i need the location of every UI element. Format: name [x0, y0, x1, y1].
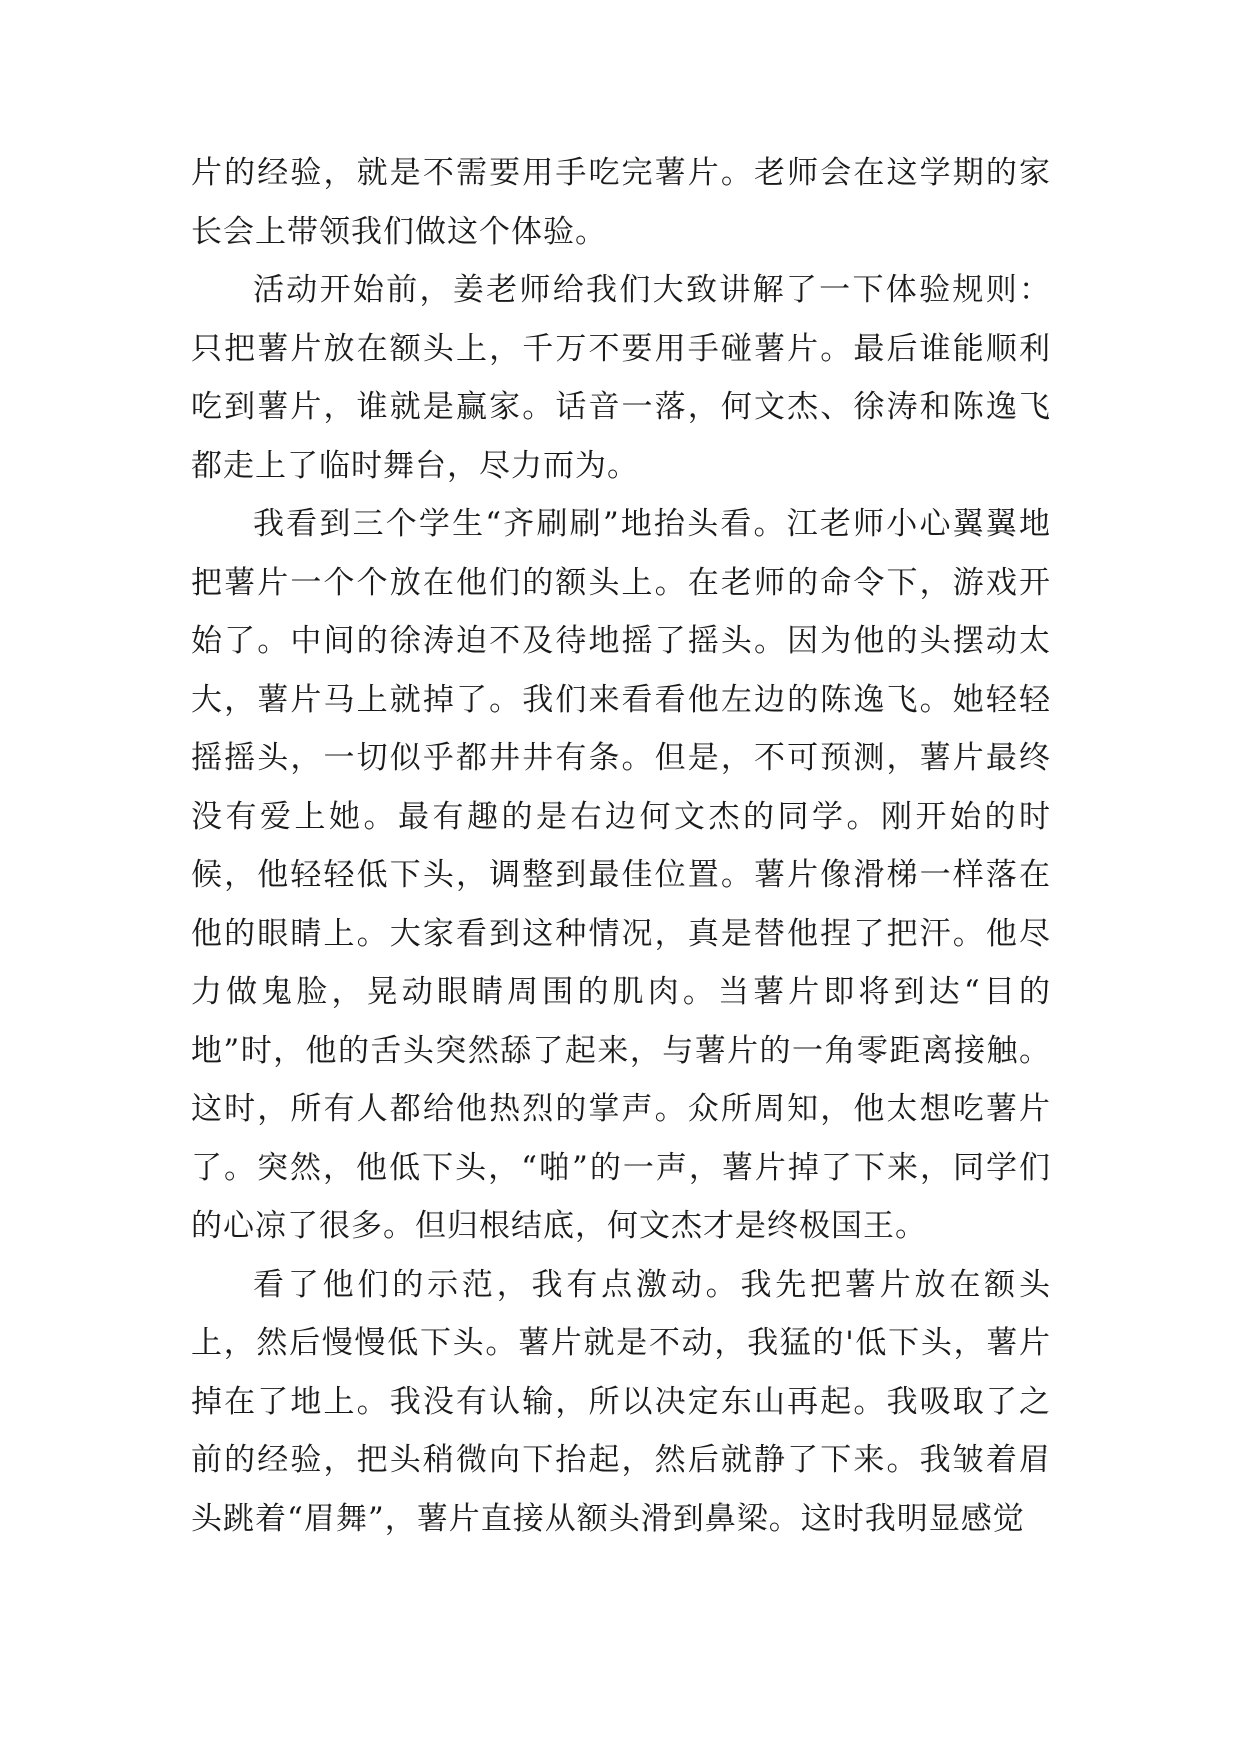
paragraph-3: 我看到三个学生“齐刷刷”地抬头看。江老师小心翼翼地把薯片一个个放在他们的额头上。在老师的命令下，游戏开始了。中间的徐涛迫不及待地摇了摇头。因为他的头摆动太大，薯片马上就掉了。我们来看看他左边的陈逸飞。她轻轻摇摇头，一切似乎都井井有条。但是，不可预测，薯片最终没有爱上她。最有趣的是右边何文杰的同学。刚开始的时候，他轻轻低下头，调整到最佳位置。薯片像滑梯一样落在他的眼睛上。大家看到这种情况，真是替他捏了把汗。他尽力做鬼脸，晃动眼睛周围的肌肉。当薯片即将到达“目的地”时，他的舌头突然舔了起来，与薯片的一角零距离接触。这时，所有人都给他热烈的掌声。众所周知，他太想吃薯片了。突然，他低下头，“啪”的一声，薯片掉了下来，同学们的心凉了很多。但归根结底，何文杰才是终极国王。	[191, 506, 1051, 1244]
document-page	[191, 144, 1051, 1548]
paragraph-4: 看了他们的示范，我有点激动。我先把薯片放在额头上，然后慢慢低下头。薯片就是不动，我猛的'低下头，薯片掉在了地上。我没有认输，所以决定东山再起。我吸取了之前的经验，把头稍微向下抬起，然后就静了下来。我皱着眉头跳着“眉舞”，薯片直接从额头滑到鼻梁。这时我明显感觉	[191, 1266, 1051, 1537]
paragraph-2: 活动开始前，姜老师给我们大致讲解了一下体验规则：只把薯片放在额头上，千万不要用手碰薯片。最后谁能顺利吃到薯片，谁就是赢家。话音一落，何文杰、徐涛和陈逸飞都走上了临时舞台，尽力而为。	[191, 272, 1051, 484]
paragraph-1: 片的经验，就是不需要用手吃完薯片。老师会在这学期的家长会上带领我们做这个体验。	[191, 155, 1051, 250]
